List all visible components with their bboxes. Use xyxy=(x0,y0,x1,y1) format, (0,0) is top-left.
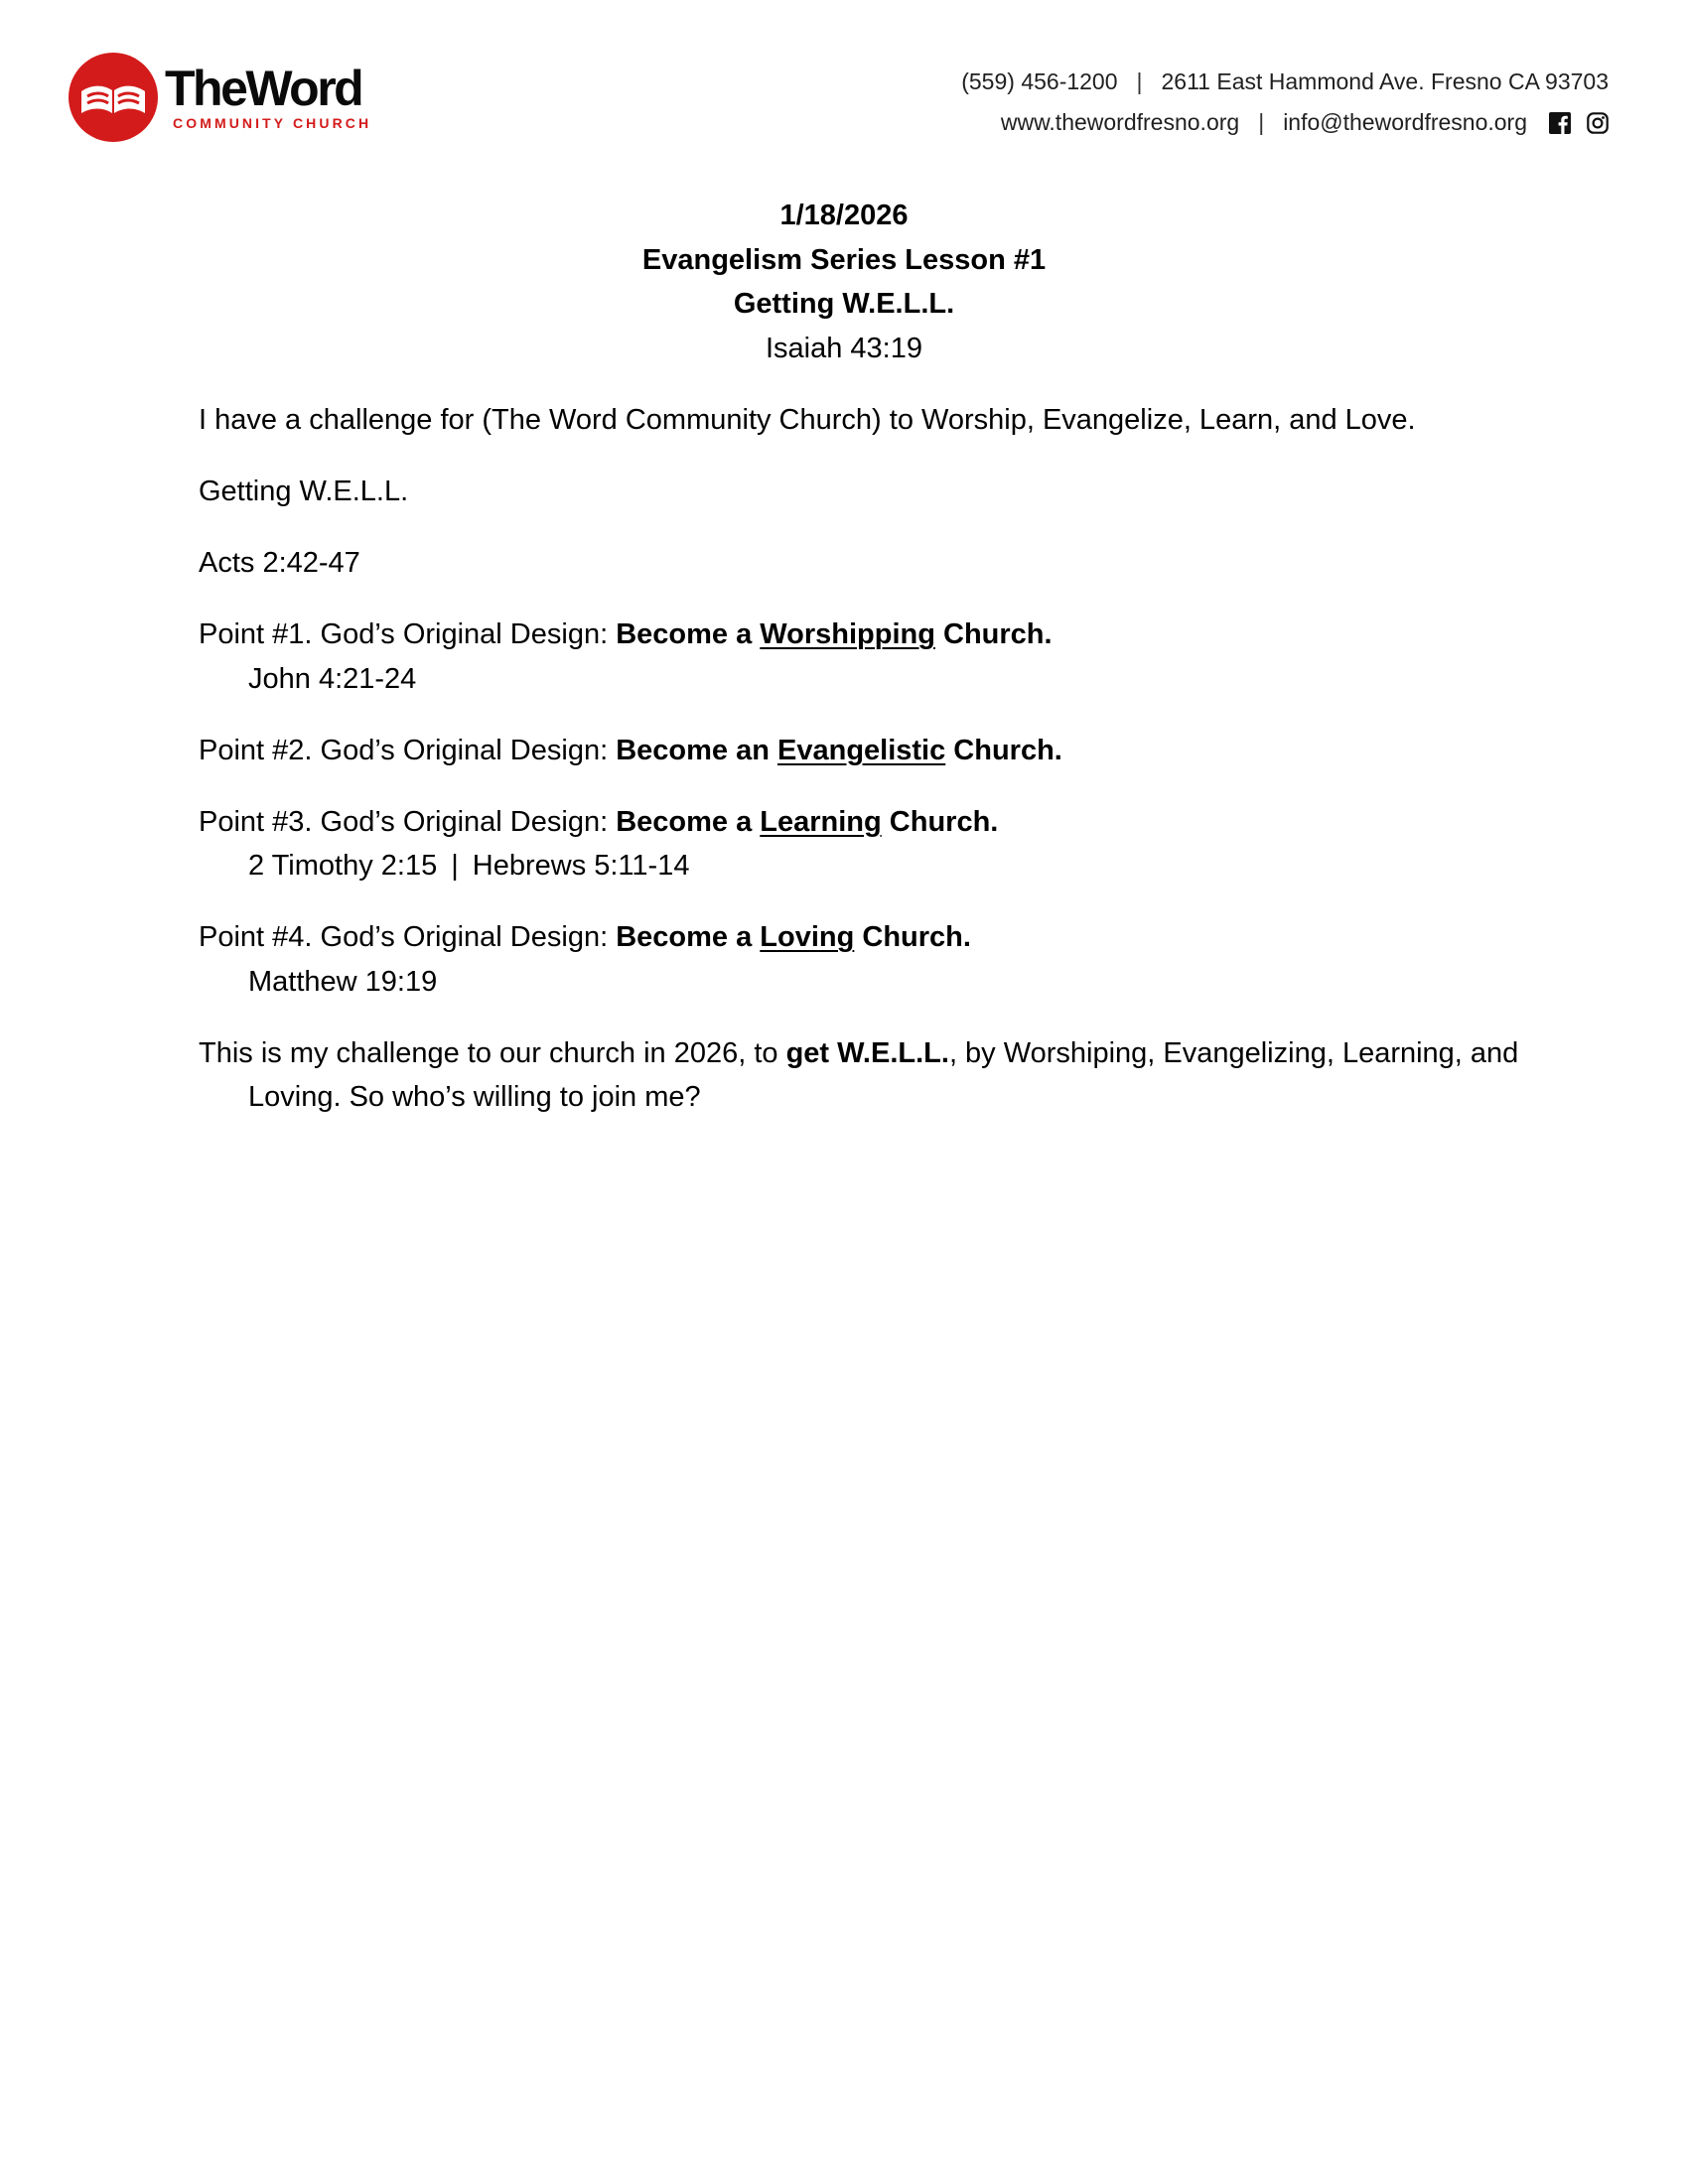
lesson-scripture: Isaiah 43:19 xyxy=(765,332,922,364)
point-1-prefix: Point #1. God’s Original Design: xyxy=(199,618,617,650)
reference-paragraph: Acts 2:42-47 xyxy=(199,547,360,579)
church-logo xyxy=(68,52,371,143)
facebook-icon[interactable] xyxy=(1549,112,1571,134)
point-3-line xyxy=(199,800,1549,845)
lesson-title: Getting W.E.L.L. xyxy=(733,288,955,320)
point-3-verse-a: 2 Timothy 2:15 xyxy=(248,850,438,882)
point-1-bold-before: Become a xyxy=(616,618,761,650)
social-icons xyxy=(1549,112,1609,134)
point-4-prefix: Point #4. God’s Original Design: xyxy=(199,921,617,953)
lesson-date: 1/18/2026 xyxy=(779,200,909,231)
point-3-verse-b: Hebrews 5:11-14 xyxy=(472,850,690,882)
lesson-content xyxy=(199,398,1549,1147)
closing-after: , by Worshiping, Evangelizing, Learning, and Loving. So who’s willing to join me? xyxy=(248,1036,1519,1113)
point-3-heading xyxy=(616,806,998,838)
point-4-bold-after: Church. xyxy=(854,921,971,953)
point-3-bold-before: Become a xyxy=(616,805,761,838)
point-1-keyword: Worshipping xyxy=(760,618,935,650)
closing-emphasis: get W.E.L.L. xyxy=(785,1036,949,1069)
point-1-heading xyxy=(616,618,1052,650)
point-3-verses xyxy=(199,844,1549,888)
point-1-line xyxy=(199,613,1549,657)
website-link[interactable]: www.thewordfresno.org xyxy=(1000,109,1240,135)
instagram-icon[interactable] xyxy=(1587,112,1609,134)
point-3-prefix: Point #3. God’s Original Design: xyxy=(199,805,617,838)
point-2-bold-after: Church. xyxy=(945,734,1062,766)
closing-before: This is my challenge to our church in 2026, to xyxy=(199,1036,786,1069)
lesson-series: Evangelism Series Lesson #1 xyxy=(641,243,1047,276)
point-2-line xyxy=(199,729,1549,773)
closing-paragraph xyxy=(199,1031,1549,1120)
logo-subtitle: COMMUNITY CHURCH xyxy=(173,115,372,131)
point-2-keyword: Evangelistic xyxy=(777,734,946,766)
point-2-heading xyxy=(616,735,1062,766)
point-3 xyxy=(199,800,1549,888)
point-1-bold-after: Church. xyxy=(934,618,1053,650)
point-4-verses: Matthew 19:19 xyxy=(248,965,438,998)
point-2 xyxy=(199,729,1549,773)
separator: | xyxy=(1136,68,1143,94)
subtitle-paragraph: Getting W.E.L.L. xyxy=(199,476,409,507)
point-3-bold-after: Church. xyxy=(881,805,999,838)
point-1 xyxy=(199,613,1549,701)
contact-row-2 xyxy=(961,102,1609,143)
point-4-keyword: Loving xyxy=(760,921,855,953)
contact-row-1 xyxy=(961,62,1609,102)
email-link[interactable]: info@thewordfresno.org xyxy=(1283,109,1527,135)
point-1-verses: John 4:21-24 xyxy=(248,662,417,695)
point-4-line xyxy=(199,915,1549,960)
point-4-heading xyxy=(616,921,971,953)
phone-number[interactable]: (559) 456-1200 xyxy=(961,68,1118,94)
logo-name: TheWord xyxy=(165,61,362,116)
point-3-keyword: Learning xyxy=(760,805,882,838)
street-address: 2611 East Hammond Ave. Fresno CA 93703 xyxy=(1161,68,1609,94)
point-2-bold-before: Become an xyxy=(616,734,777,766)
lesson-title-block xyxy=(0,194,1688,370)
open-bible-logo-icon xyxy=(68,52,159,143)
verse-separator: | xyxy=(451,850,459,882)
point-2-prefix: Point #2. God’s Original Design: xyxy=(199,734,617,766)
contact-info xyxy=(961,62,1609,143)
point-4 xyxy=(199,915,1549,1004)
separator: | xyxy=(1258,109,1265,135)
intro-paragraph: I have a challenge for (The Word Community Church) to Worship, Evangelize, Learn, and Love. xyxy=(199,404,1416,436)
point-4-bold-before: Become a xyxy=(616,921,761,953)
